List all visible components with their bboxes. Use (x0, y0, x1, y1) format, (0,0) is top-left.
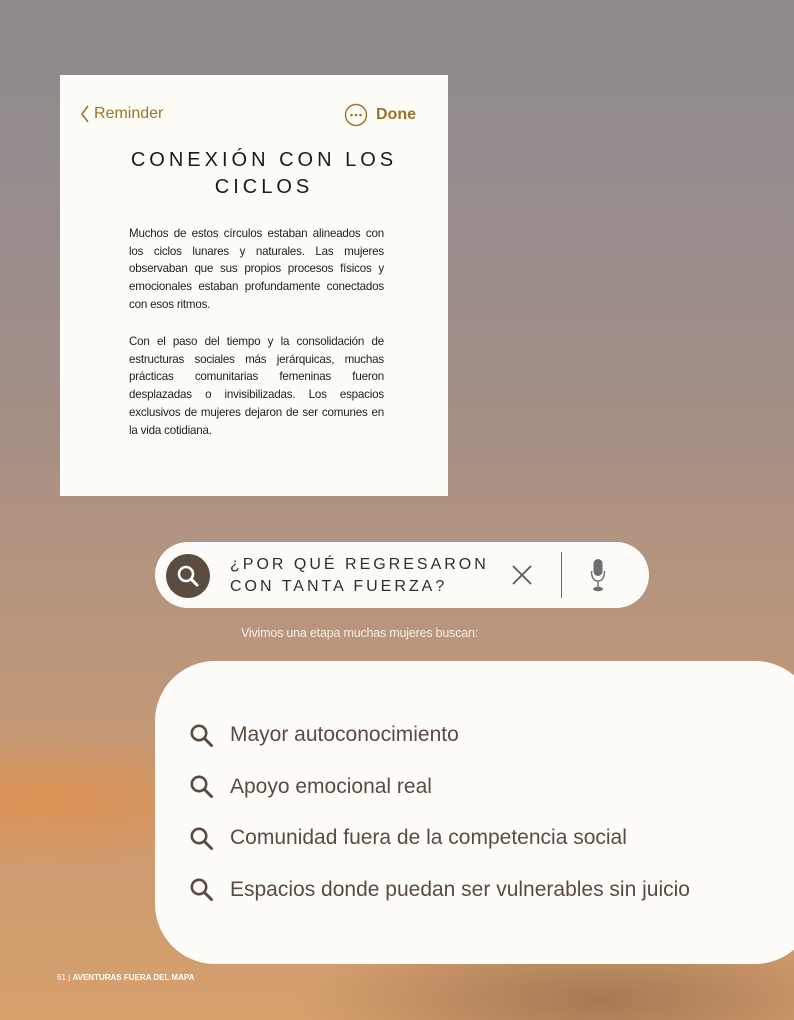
note-title-line1: CONEXIÓN CON LOS (130, 149, 398, 171)
publication-name: AVENTURAS FUERA DEL MAPA (72, 973, 195, 982)
note-paragraph-1: Muchos de estos círculos estaban alineados con los ciclos lunares y naturales. Las mujeres observaban que sus propios procesos físicos y emocionales estaban profundamente conectados con esos ritmos. (129, 227, 384, 311)
search-result-label: Comunidad fuera de la competencia social (230, 826, 627, 850)
search-icon (189, 774, 214, 799)
search-results-list (189, 720, 690, 926)
search-query-line1: ¿POR QUÉ REGRESARON (230, 556, 489, 573)
page-number: 61 (57, 973, 66, 982)
note-actions (344, 103, 416, 127)
search-result-label: Apoyo emocional real (230, 774, 432, 798)
back-label: Reminder (94, 105, 164, 122)
note-title-line2: CICLOS (214, 176, 314, 198)
search-result-label: Espacios donde puedan ser vulnerables sin juicio (230, 877, 690, 901)
search-divider (561, 552, 562, 598)
search-results-panel (155, 661, 794, 964)
search-icon (176, 564, 200, 588)
footer-separator: | (68, 973, 71, 982)
search-result-item[interactable] (189, 772, 690, 802)
search-icon (189, 723, 214, 748)
search-result-item[interactable] (189, 720, 690, 750)
search-result-item[interactable] (189, 875, 690, 905)
search-icon (189, 877, 214, 902)
search-button[interactable] (166, 554, 210, 598)
search-bar[interactable] (155, 542, 649, 608)
search-input[interactable] (230, 554, 510, 598)
close-icon[interactable] (511, 564, 533, 586)
note-paragraph-2: Con el paso del tiempo y la consolidación de estructuras sociales más jerárquicas, muchas prácticas comunitarias femeninas fueron desplazadas o invisibilizadas. Los espacios exclusivos de mujeres dejaron de ser comunes en la vida cotidiana. (129, 335, 384, 437)
search-result-item[interactable] (189, 823, 690, 853)
back-button[interactable] (80, 105, 163, 123)
done-button[interactable]: Done (376, 106, 416, 123)
search-result-label: Mayor autoconocimiento (230, 723, 459, 746)
search-icon (189, 826, 214, 851)
note-title (100, 147, 428, 201)
chevron-left-icon (80, 105, 90, 123)
reminder-note-card (60, 75, 448, 496)
microphone-icon[interactable] (590, 558, 606, 592)
intro-text: Vivimos una etapa muchas mujeres buscan: (241, 626, 479, 640)
search-query-line2: CON TANTA FUERZA? (230, 578, 448, 595)
page-footer (57, 973, 194, 982)
more-circle-icon[interactable] (344, 103, 368, 127)
